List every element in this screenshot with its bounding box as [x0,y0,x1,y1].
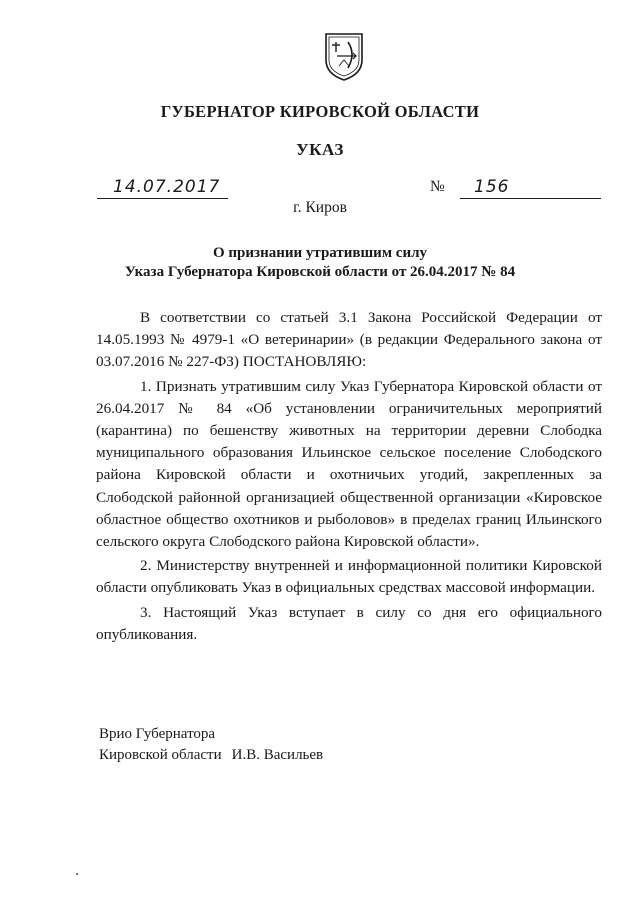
coat-of-arms-icon [322,30,366,82]
scan-speck [76,873,78,875]
signatory-position-1: Врио Губернатора [99,726,216,742]
document-type: УКАЗ [296,140,344,159]
signatory-name: И.В. Васильев [231,747,324,763]
preamble-paragraph: В соответствии со статьей 3.1 Закона Российской Федерации от 14.05.1993 № 4979-1 «О ветеринарии» (в редакции Федерального закона от 03.07.2016 № 227-ФЗ) ПОСТАНОВЛЯЮ: [96,309,602,371]
item-2-paragraph: 2. Министерству внутренней и информационной политики Кировской области опубликовать Указ в официальных средствах массовой информации. [96,557,602,597]
authority-title: ГУБЕРНАТОР КИРОВСКОЙ ОБЛАСТИ [160,102,480,121]
decree-body [96,307,602,646]
number-sign: № [430,178,445,195]
city-label: г. Киров [293,199,347,216]
signature-block [99,724,323,766]
decree-heading [60,244,580,282]
heading-line-2: Указа Губернатора Кировской области от 26.04.2017 № 84 [124,264,516,280]
signatory-position-2: Кировской области [99,747,222,763]
item-1-paragraph: 1. Признать утратившим силу Указ Губернатора Кировской области от 26.04.2017 № 84 «Об установлении ограничительных мероприятий (карантина) по бешенству животных на территории деревни Слободка муниципального образования Ильинское сельское поселение Слободского района Кировской области и охотничьих угодий, закрепленных за Слободской районной организацией общественной организации «Кировское областное общество охотников и рыболовов» в пределах границ Ильинского сельского округа Слободского района Кировской области». [96,377,602,551]
item-3-paragraph: 3. Настоящий Указ вступает в силу со дня его официального опубликования. [96,603,602,643]
number-field [460,174,601,199]
heading-line-1: О признании утратившим силу [213,245,427,261]
signatory-row [99,745,323,766]
handwritten-number: 156 [474,177,510,197]
date-field [97,174,228,199]
handwritten-date: 14.07.2017 [113,177,221,197]
